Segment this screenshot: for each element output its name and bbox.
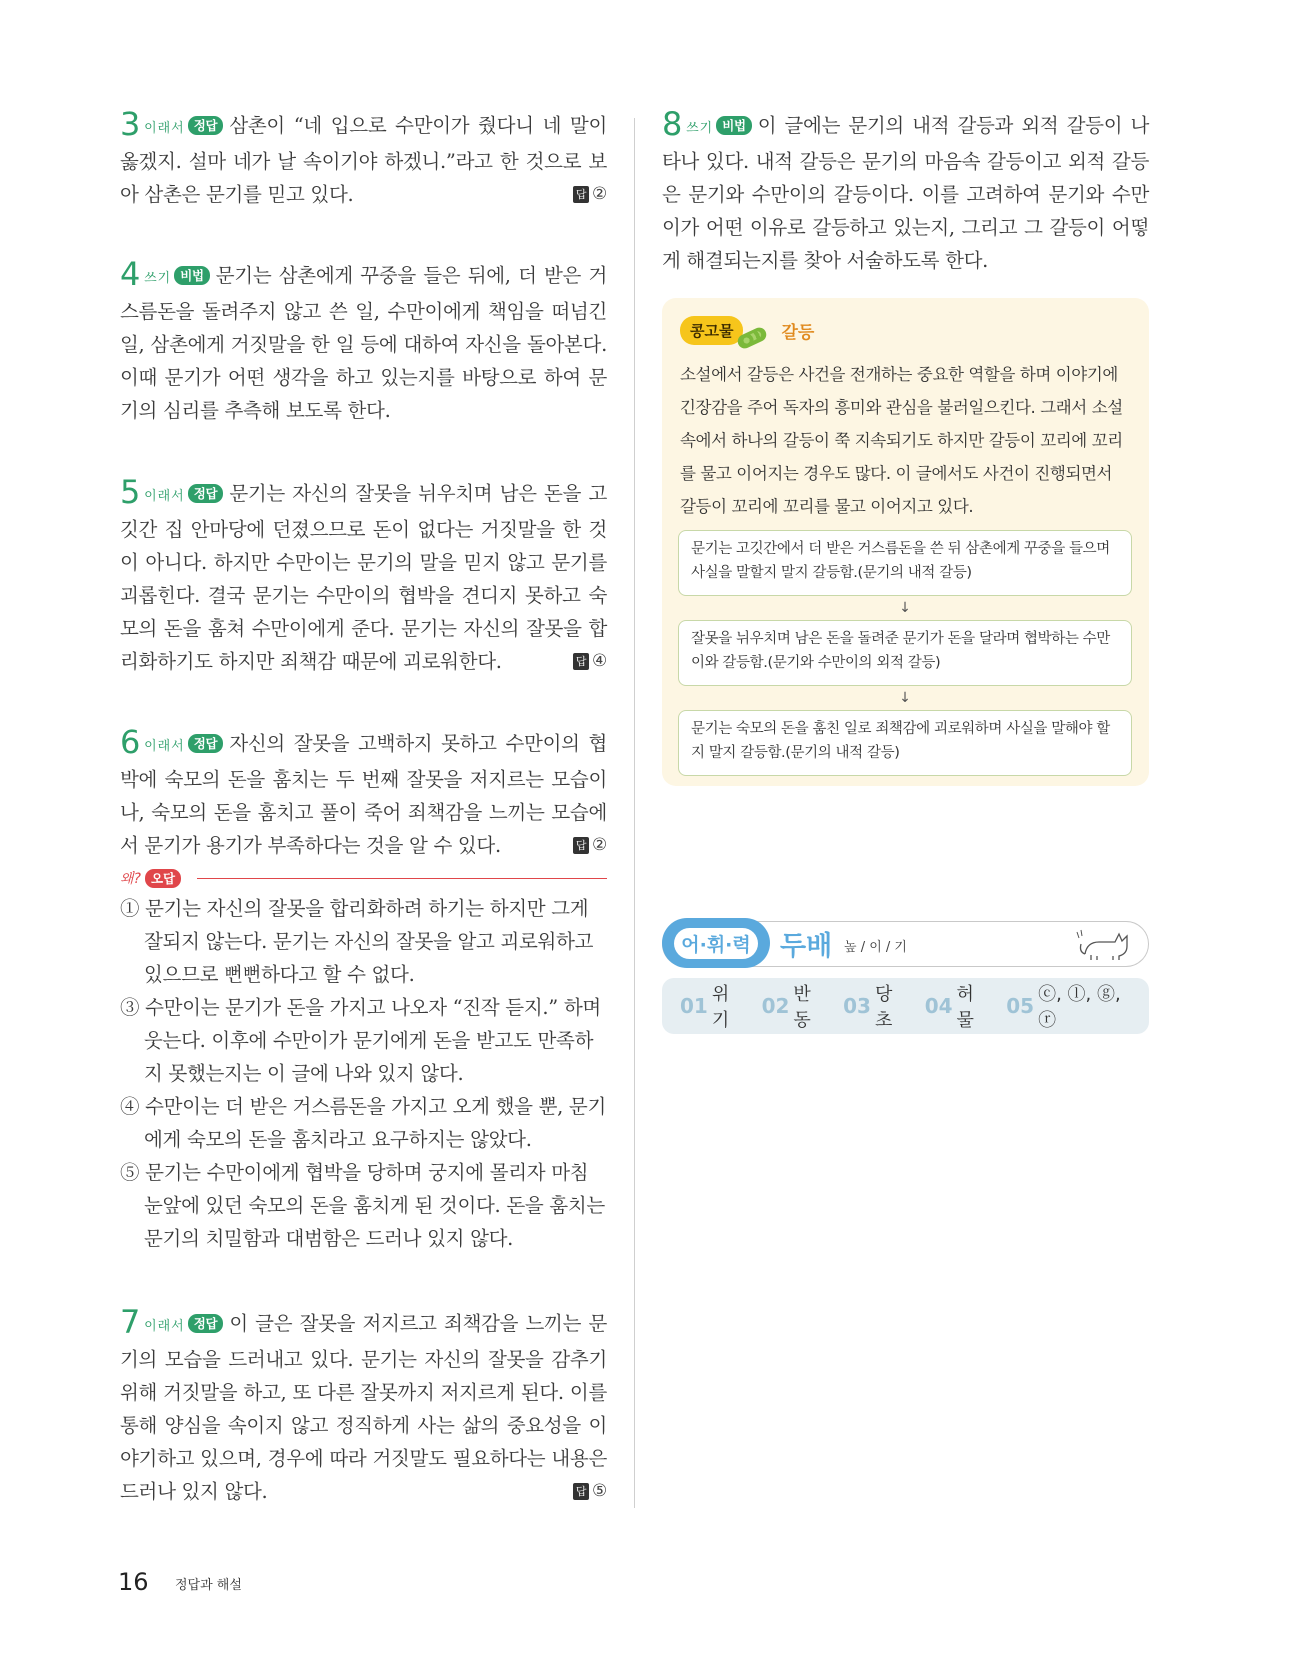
concept-pill: 콩고물	[680, 316, 743, 345]
question-number: 4	[120, 255, 141, 293]
vocab-num: 02	[761, 994, 790, 1018]
choice-4: ④ 수만이는 더 받은 거스름돈을 가지고 오게 했을 뿐, 문기에게 숙모의 돈을 훔치라고 요구하지는 않았다.	[120, 1095, 606, 1151]
vocab-num: 04	[924, 994, 953, 1018]
answer-badge: 정답	[188, 484, 224, 503]
question-6	[120, 723, 607, 1255]
page-number: 16	[118, 1568, 149, 1596]
concept-box	[662, 298, 1149, 786]
question-text: 문기는 자신의 잘못을 뉘우치며 남은 돈을 고깃간 집 안마당에 던졌으므로 돈이 없다는 거짓말을 한 것이 아니다. 하지만 수만이는 문기의 말을 믿지 않고 문기를 괴롭힌다. 결국 문기는 수만이의 협박을 견디지 못하고 숙모의 돈을 훔쳐 수만이에게 준다. 문기는 자신의 잘못을 합리화하기도 하지만 죄책감 때문에 괴로워한다.	[120, 482, 607, 673]
question-tag: 이래서	[144, 1319, 185, 1334]
question-tag: 쓰기	[144, 271, 172, 286]
question-number: 3	[120, 105, 141, 143]
question-tag: 이래서	[144, 489, 185, 504]
cat-icon	[1075, 924, 1135, 962]
wrong-badge: 오답	[145, 869, 181, 888]
answer-badge: 정답	[188, 116, 224, 135]
question-3	[120, 105, 607, 211]
answer-badge: 정답	[188, 1314, 224, 1333]
answer-icon: 답	[573, 1483, 589, 1500]
vocab-num: 03	[843, 994, 871, 1018]
question-text: 삼촌이 “네 입으로 수만이가 줬다니 네 말이 옳겠지. 설마 네가 날 속이기야 하겠니.”라고 한 것으로 보아 삼촌은 문기를 믿고 있다.	[120, 114, 607, 206]
question-5	[120, 473, 607, 678]
choice-3: ③ 수만이는 문기가 돈을 가지고 나오자 “진작 듣지.” 하며 웃는다. 이후에 수만이가 문기에게 돈을 받고도 만족하지 못했는지는 이 글에 나와 있지 않다.	[120, 996, 601, 1085]
question-tag: 이래서	[144, 121, 185, 136]
tip-badge: 비법	[174, 266, 210, 285]
question-tag: 이래서	[144, 739, 185, 754]
answer-icon: 답	[573, 653, 589, 670]
concept-label: 갈등	[781, 323, 815, 343]
answer-icon: 답	[573, 186, 589, 203]
question-tag: 쓰기	[686, 121, 714, 136]
vocab-subtitle: 높 / 이 / 기	[844, 940, 907, 955]
why-mark: 왜?	[120, 871, 141, 887]
vocab-answer: 위기	[711, 984, 730, 1031]
red-divider	[197, 878, 607, 879]
question-number: 8	[662, 105, 683, 143]
question-text: 이 글에는 문기의 내적 갈등과 외적 갈등이 나타나 있다. 내적 갈등은 문기의 마음속 갈등이고 외적 갈등은 문기와 수만이의 갈등이다. 이를 고려하여 문기와 수만이가 어떤 이유로 갈등하고 있는지, 그리고 그 갈등이 어떻게 해결되는지를 찾아 서술하도록 한다.	[662, 114, 1149, 272]
vocab-answers	[662, 978, 1149, 1034]
vocab-answer: 허물	[956, 984, 974, 1031]
vocab-answer: 반동	[793, 984, 811, 1031]
question-text: 자신의 잘못을 고백하지 못하고 수만이의 협박에 숙모의 돈을 훔치는 두 번째 잘못을 저지르는 모습이나, 숙모의 돈을 훔치고 풀이 죽어 죄책감을 느끼는 모습에서 문기가 용기가 부족하다는 것을 알 수 있다.	[120, 732, 607, 857]
question-7	[120, 1303, 607, 1508]
wrong-answer-header	[120, 868, 607, 888]
question-number: 7	[120, 1303, 141, 1341]
question-text: 문기는 삼촌에게 꾸중을 들은 뒤에, 더 받은 거스름돈을 돌려주지 않고 쓴 일, 수만이에게 책임을 떠넘긴 일, 삼촌에게 거짓말을 한 일 등에 대하여 자신을 돌아본다. 이때 문기가 어떤 생각을 하고 있는지를 바탕으로 하여 문기의 심리를 추측해 보도록 한다.	[120, 264, 607, 422]
flow-step-2: 잘못을 뉘우치며 남은 돈을 돌려준 문기가 돈을 달라며 협박하는 수만이와 갈등함.(문기와 수만이의 외적 갈등)	[678, 620, 1132, 686]
down-arrow-icon: ↓	[899, 600, 911, 616]
vocab-answer: ⓒ, ⓛ, ⓖ, ⓡ	[1038, 984, 1121, 1031]
concept-body: 소설에서 갈등은 사건을 전개하는 중요한 역할을 하며 이야기에 긴장감을 주어 독자의 흥미와 관심을 불러일으킨다. 그래서 소설 속에서 하나의 갈등이 쭉 지속되기도 하지만 갈등이 꼬리에 꼬리를 물고 이어지는 경우도 많다. 이 글에서도 사건이 진행되면서 갈등이 꼬리에 꼬리를 물고 이어지고 있다.	[680, 365, 1123, 516]
tip-badge: 비법	[716, 116, 752, 135]
down-arrow-icon: ↓	[899, 690, 911, 706]
question-4	[120, 255, 607, 427]
flow-step-1: 문기는 고깃간에서 더 받은 거스름돈을 쓴 뒤 삼촌에게 꾸중을 들으며 사실을 말할지 말지 갈등함.(문기의 내적 갈등)	[678, 530, 1132, 596]
question-number: 5	[120, 473, 141, 511]
answer-badge: 정답	[188, 734, 224, 753]
answer-mark: 답 ④	[573, 645, 607, 678]
question-number: 6	[120, 723, 141, 761]
vocab-title: 두배	[780, 931, 833, 962]
flow-step-3: 문기는 숙모의 돈을 훔친 일로 죄책감에 괴로워하며 사실을 말해야 할지 말지 갈등함.(문기의 내적 갈등)	[678, 710, 1132, 776]
vocab-pill: 어·휘·력	[662, 918, 770, 968]
vocab-answer: 당초	[874, 984, 893, 1031]
answer-icon: 답	[573, 837, 589, 854]
answer-mark: 답 ②	[573, 829, 607, 862]
vocab-header	[662, 918, 1149, 968]
vocab-num: 01	[680, 994, 708, 1018]
question-8	[662, 105, 1149, 277]
column-divider	[634, 118, 635, 1508]
question-text: 이 글은 잘못을 저지르고 죄책감을 느끼는 문기의 모습을 드러내고 있다. 문기는 자신의 잘못을 감추기 위해 거짓말을 하고, 또 다른 잘못까지 저지르게 된다. 이를 통해 양심을 속이지 않고 정직하게 사는 삶의 중요성을 이야기하고 있으며, 경우에 따라 거짓말도 필요하다는 내용은 드러나 있지 않다.	[120, 1312, 607, 1503]
choice-5: ⑤ 문기는 수만이에게 협박을 당하며 궁지에 몰리자 마침 눈앞에 있던 숙모의 돈을 훔치게 된 것이다. 돈을 훔치는 문기의 치밀함과 대범함은 드러나 있지 않다.	[120, 1161, 605, 1250]
conflict-flow	[678, 530, 1132, 776]
concept-title	[680, 316, 814, 345]
vocab-num: 05	[1006, 994, 1035, 1018]
choice-1: ① 문기는 자신의 잘못을 합리화하려 하기는 하지만 그게 잘되지 않는다. 문기는 자신의 잘못을 알고 괴로워하고 있으므로 뻔뻔하다고 할 수 없다.	[120, 897, 594, 986]
answer-mark: 답 ⑤	[573, 1475, 607, 1508]
answer-mark: 답 ②	[573, 178, 607, 211]
footer-text: 정답과 해설	[175, 1578, 242, 1593]
